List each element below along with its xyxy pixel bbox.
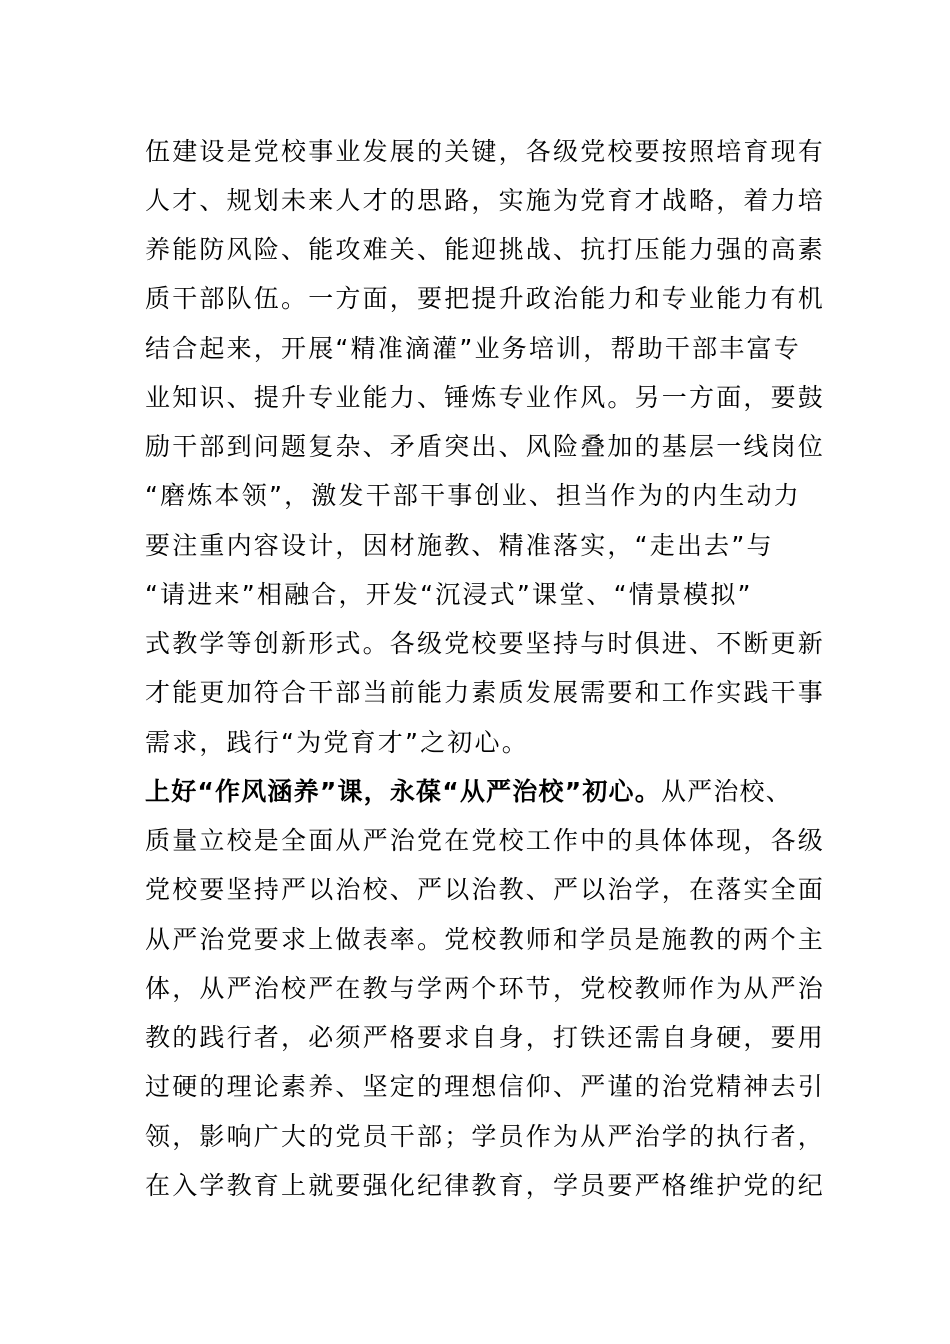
body-text-line: 人才、规划未来人才的思路，实施为党育才战略，着力培 bbox=[145, 186, 826, 215]
body-text-line: 质量立校是全面从严治党在党校工作中的具体体现，各级 bbox=[145, 826, 826, 855]
body-text-line: 在入学教育上就要强化纪律教育，学员要严格维护党的纪 bbox=[145, 1171, 826, 1200]
body-text-line: “磨炼本领”，激发干部干事创业、担当作为的内生动力 bbox=[145, 481, 801, 510]
body-text-line: 领，影响广大的党员干部；学员作为从严治学的执行者， bbox=[145, 1122, 826, 1151]
body-text-line: 结合起来，开展“精准滴灌”业务培训，帮助干部丰富专 bbox=[145, 334, 801, 363]
body-text-line: 质干部队伍。一方面，要把提升政治能力和专业能力有机 bbox=[145, 284, 826, 313]
body-text-line: 教的践行者，必须严格要求自身，打铁还需自身硬，要用 bbox=[145, 1023, 826, 1052]
body-text-line: 体，从严治校严在教与学两个环节，党校教师作为从严治 bbox=[145, 974, 826, 1003]
body-text-line: 党校要坚持严以治校、严以治教、严以治学，在落实全面 bbox=[145, 875, 826, 904]
body-text-line: “请进来”相融合，开发“沉浸式”课堂、“情景模拟” bbox=[145, 580, 753, 609]
body-text-line: 才能更加符合干部当前能力素质发展需要和工作实践干事 bbox=[145, 678, 826, 707]
section-heading-line bbox=[145, 776, 792, 808]
body-text-line: 业知识、提升专业能力、锤炼专业作风。另一方面，要鼓 bbox=[145, 383, 826, 412]
body-text-run: 从严治校、 bbox=[660, 777, 792, 806]
section-heading: 上好“作风涵养”课，永葆“从严治校”初心。 bbox=[145, 777, 661, 806]
body-text-line: 要注重内容设计，因材施教、精准落实，“走出去”与 bbox=[145, 531, 774, 560]
body-text-line: 从严治党要求上做表率。党校教师和学员是施教的两个主 bbox=[145, 925, 826, 954]
body-text-line: 式教学等创新形式。各级党校要坚持与时俱进、不断更新 bbox=[145, 629, 826, 658]
body-text-line: 养能防风险、能攻难关、能迎挑战、抗打压能力强的高素 bbox=[145, 235, 826, 264]
body-text-line: 伍建设是党校事业发展的关键，各级党校要按照培育现有 bbox=[145, 137, 826, 166]
body-text-line: 过硬的理论素养、坚定的理想信仰、严谨的治党精神去引 bbox=[145, 1072, 826, 1101]
body-text-line: 励干部到问题复杂、矛盾突出、风险叠加的基层一线岗位 bbox=[145, 432, 826, 461]
body-text-line: 需求，践行“为党育才”之初心。 bbox=[145, 728, 529, 757]
